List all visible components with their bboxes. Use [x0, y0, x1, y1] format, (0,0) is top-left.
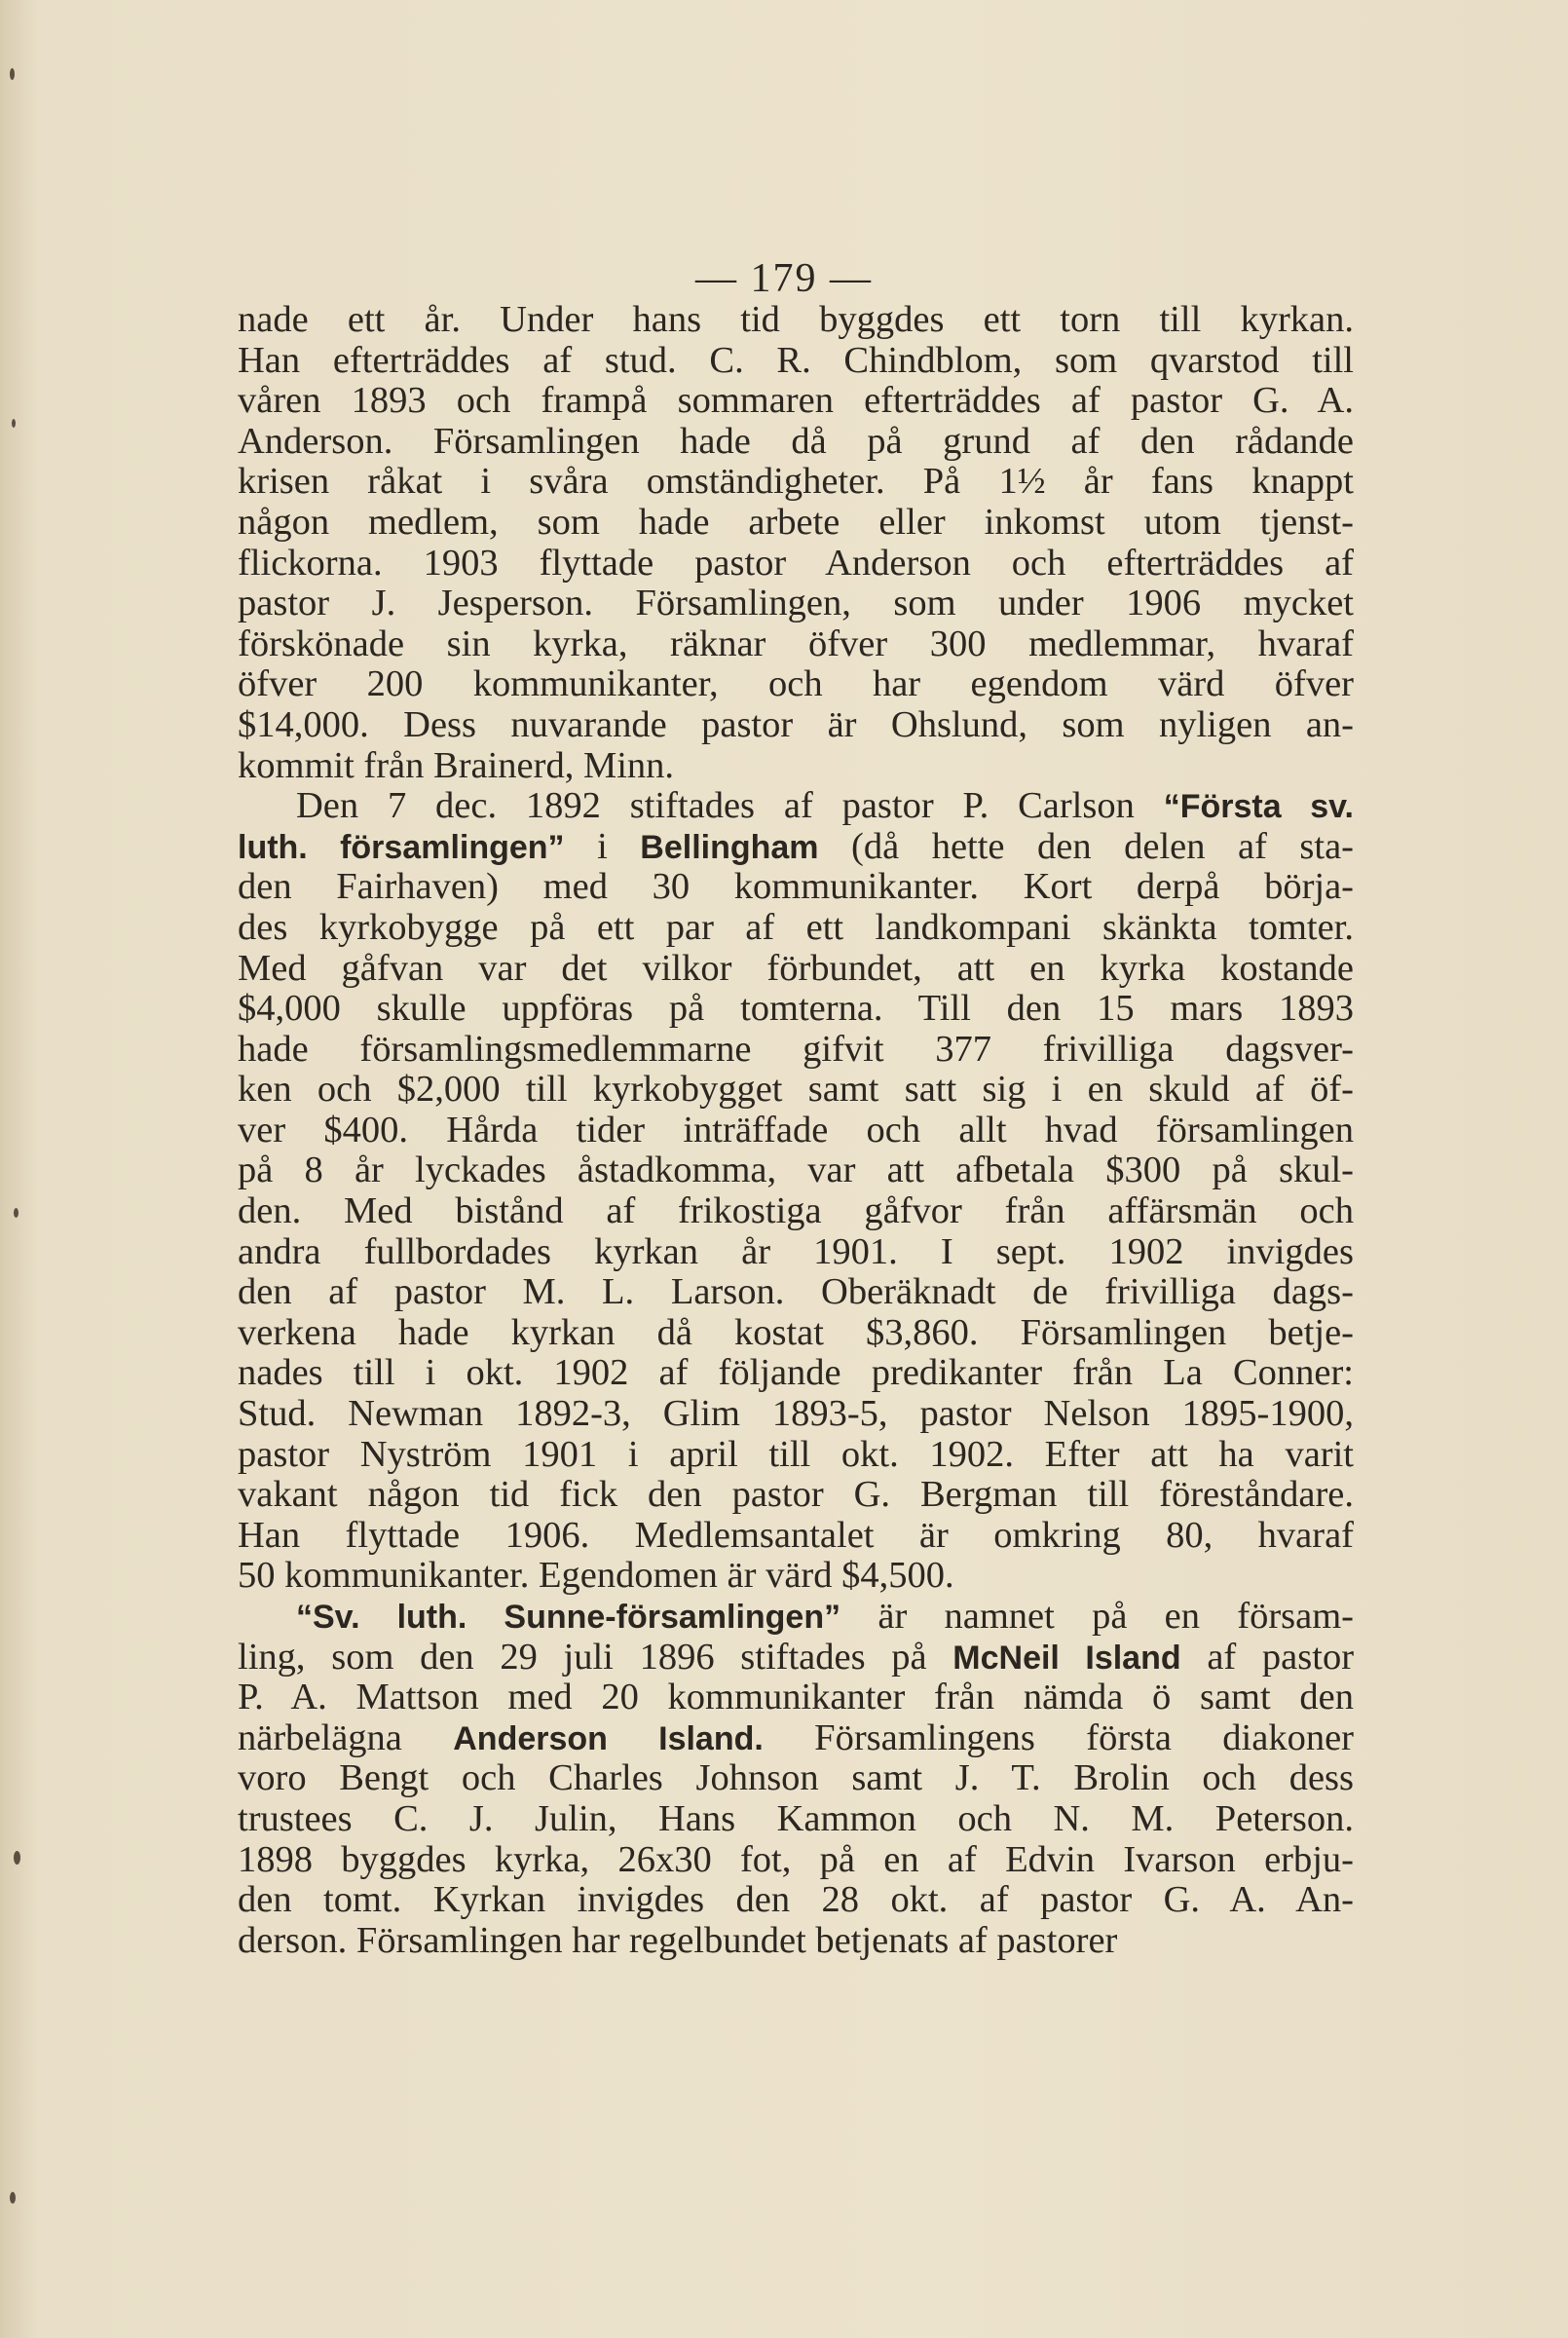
text-line	[238, 867, 1354, 908]
text-run: andra fullbordades kyrkan år 1901. I sept. 1902 invigdes	[238, 1230, 1354, 1272]
margin-speck	[10, 2192, 16, 2204]
text-run: $14,000. Dess nuvarande pastor är Ohslund, som nyligen an-	[238, 703, 1354, 745]
text-line	[238, 1232, 1354, 1273]
text-run: någon medlem, som hade arbete eller inkomst utom tjenst-	[238, 501, 1354, 543]
text-run: voro Bengt och Charles Johnson samt J. T. Brolin och dess	[238, 1757, 1354, 1799]
text-run: den af pastor M. L. Larson. Oberäknadt de frivilliga dags-	[238, 1271, 1354, 1313]
text-run: närbelägna	[238, 1716, 454, 1758]
text-run: Anderson. Församlingen hade då på grund af den rådande	[238, 420, 1354, 462]
text-run: af pastor	[1180, 1636, 1355, 1678]
text-line	[238, 908, 1354, 949]
text-run: trustees C. J. Julin, Hans Kammon och N. M. Peterson.	[238, 1797, 1354, 1839]
text-line	[238, 341, 1354, 382]
text-line	[238, 624, 1354, 665]
text-line	[238, 1150, 1354, 1191]
bold-text: Bellingham	[640, 828, 819, 866]
text-line	[238, 989, 1354, 1030]
text-run: Stud. Newman 1892-3, Glim 1893-5, pastor Nelson 1895-1900,	[238, 1393, 1354, 1435]
text-run: den Fairhaven) med 30 kommunikanter. Kort derpå börja-	[238, 866, 1354, 908]
text-line	[238, 1030, 1354, 1071]
bold-text: McNeil Island	[952, 1639, 1181, 1677]
bold-text: luth. församlingen”	[238, 828, 565, 866]
text-run: i	[564, 825, 641, 867]
text-line	[238, 1840, 1354, 1881]
text-line	[238, 381, 1354, 422]
bold-text: “Sv. luth. Sunne-församlingen”	[296, 1599, 841, 1636]
bold-text: Anderson Island.	[453, 1719, 764, 1757]
text-line	[238, 1556, 1354, 1597]
text-run: 50 kommunikanter. Egendomen är värd $4,500.	[238, 1555, 954, 1597]
margin-speck	[10, 68, 15, 80]
text-line	[238, 1799, 1354, 1840]
margin-speck	[14, 1208, 19, 1218]
text-run: verkena hade kyrkan då kostat $3,860. Församlingen betje-	[238, 1311, 1354, 1353]
text-line	[238, 1475, 1354, 1516]
text-run: flickorna. 1903 flyttade pastor Anderson och efterträddes af	[238, 542, 1354, 584]
text-run: ling, som den 29 juli 1896 stiftades på	[238, 1636, 953, 1678]
text-line	[238, 300, 1354, 341]
text-line	[238, 1191, 1354, 1232]
margin-speck	[12, 419, 16, 428]
text-run: (då hette den delen af sta-	[818, 825, 1354, 867]
text-run: krisen råkat i svåra omständigheter. På 1½ år fans knappt	[238, 461, 1354, 503]
text-run: des kyrkobygge på ett par af ett landkompani skänkta tomter.	[238, 906, 1354, 948]
text-line	[238, 746, 1354, 787]
text-line	[238, 1435, 1354, 1476]
margin-speck	[14, 1851, 20, 1865]
text-line	[238, 827, 1354, 868]
text-line	[238, 1597, 1354, 1638]
text-run: förskönade sin kyrka, räknar öfver 300 medlemmar, hvaraf	[238, 622, 1354, 664]
text-run: är namnet på en försam-	[840, 1596, 1354, 1637]
page-number: — 179 —	[695, 256, 873, 301]
text-run: $4,000 skulle uppföras på tomterna. Till den 15 mars 1893	[238, 988, 1354, 1030]
text-run: pastor J. Jesperson. Församlingen, som under 1906 mycket	[238, 583, 1354, 624]
text-line	[238, 1638, 1354, 1678]
text-line	[238, 1678, 1354, 1718]
text-line	[238, 786, 1354, 827]
body-text	[238, 300, 1354, 1961]
text-run: ver $400. Hårda tider inträffade och allt hvad församlingen	[238, 1109, 1354, 1150]
text-line	[238, 949, 1354, 990]
text-run: P. A. Mattson med 20 kommunikanter från nämda ö samt den	[238, 1677, 1354, 1718]
text-line	[238, 462, 1354, 503]
text-line	[238, 1353, 1354, 1394]
text-line	[238, 422, 1354, 463]
text-run: kommit från Brainerd, Minn.	[238, 744, 675, 786]
text-line	[238, 705, 1354, 746]
text-run: på 8 år lyckades åstadkomma, var att afbetala $300 på skul-	[238, 1150, 1354, 1191]
text-run: ken och $2,000 till kyrkobygget samt satt sig i en skuld af öf-	[238, 1069, 1354, 1111]
text-run: nades till i okt. 1902 af följande predikanter från La Conner:	[238, 1352, 1354, 1394]
text-run: den tomt. Kyrkan invigdes den 28 okt. af pastor G. A. An-	[238, 1879, 1354, 1921]
text-line	[238, 664, 1354, 705]
text-line	[238, 1921, 1354, 1962]
text-run: den. Med bistånd af frikostiga gåfvor från affärsmän och	[238, 1190, 1354, 1232]
text-run: öfver 200 kommunikanter, och har egendom värd öfver	[238, 663, 1354, 705]
text-line	[238, 544, 1354, 584]
text-line	[238, 1718, 1354, 1759]
text-run: Den 7 dec. 1892 stiftades af pastor P. Carlson	[296, 785, 1164, 827]
text-line	[238, 1758, 1354, 1799]
text-run: vakant någon tid fick den pastor G. Bergman till föreståndare.	[238, 1474, 1354, 1516]
text-run: hade församlingsmedlemmarne gifvit 377 frivilliga dagsver-	[238, 1028, 1354, 1070]
text-run: våren 1893 och frampå sommaren efterträddes af pastor G. A.	[238, 380, 1354, 422]
text-run: Han efterträddes af stud. C. R. Chindblom, som qvarstod till	[238, 339, 1354, 381]
text-line	[238, 1880, 1354, 1921]
text-line	[238, 1070, 1354, 1111]
text-run: 1898 byggdes kyrka, 26x30 fot, på en af Edvin Ivarson erbju-	[238, 1838, 1354, 1880]
text-run: Med gåfvan var det vilkor förbundet, att en kyrka kostande	[238, 947, 1354, 989]
text-run: Han flyttade 1906. Medlemsantalet är omkring 80, hvaraf	[238, 1514, 1354, 1556]
text-line	[238, 503, 1354, 544]
text-line	[238, 1516, 1354, 1557]
text-run: pastor Nyström 1901 i april till okt. 1902. Efter att ha varit	[238, 1433, 1354, 1475]
text-line	[238, 1313, 1354, 1354]
text-line	[238, 584, 1354, 624]
bold-text: “Första sv.	[1163, 788, 1354, 826]
text-line	[238, 1394, 1354, 1435]
text-run: Församlingens första diakoner	[763, 1716, 1354, 1758]
text-run: nade ett år. Under hans tid byggdes ett torn till kyrkan.	[238, 299, 1354, 340]
text-run: derson. Församlingen har regelbundet betjenats af pastorer	[238, 1919, 1118, 1961]
text-line	[238, 1111, 1354, 1151]
text-line	[238, 1272, 1354, 1313]
